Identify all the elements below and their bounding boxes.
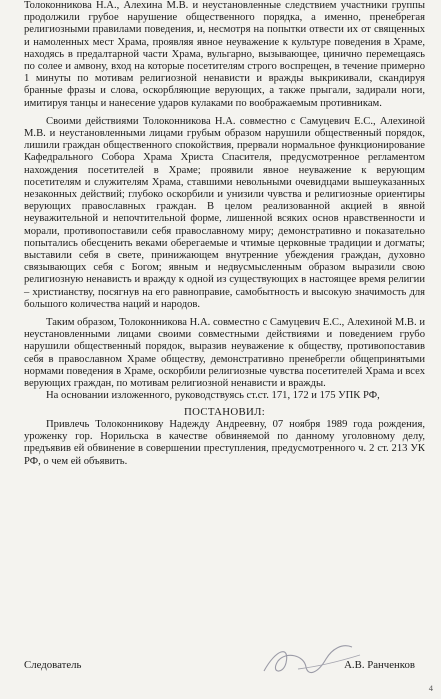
signer-role: Следователь <box>24 659 82 671</box>
paragraph-thus: Таким образом, Толоконникова Н.А. совместно с Самуцевич Е.С., Алехиной М.В. и неустановленными лицами своими совместными действиями и поведением грубо нарушили общественный порядок, выразив неуважение к обществу, противопоставив себя в православном Храме обществу, демонстративно пренебрегли общепринятыми нормами поведения в Храме, оскорбили религиозные чувства посетителей Храма и всех верующих граждан, по мотивам религиозной ненависти и вражды. <box>24 317 425 390</box>
resolution-title: ПОСТАНОВИЛ: <box>184 405 265 418</box>
paragraph-basis: На основании изложенного, руководствуясь ст.ст. 171, 172 и 175 УПК РФ, <box>46 390 380 402</box>
signature-block <box>24 651 415 681</box>
paragraph-decision: Привлечь Толоконникову Надежду Андреевну, 07 ноября 1989 года рождения, уроженку гор. Норильска в качестве обвиняемой по данному уголовному делу, предъявив ей обвинение в совершении преступления, предусмотренного ч. 2 ст. 213 УК РФ, о чем ей объявить. <box>24 419 425 467</box>
page-number: 4 <box>428 683 433 693</box>
signer-name: А.В. Ранченков <box>344 659 415 671</box>
paragraph-actions: Своими действиями Толоконникова Н.А. совместно с Самуцевич Е.С., Алехиной М.В. и неустановленными лицами грубым образом нарушили общественный порядок, лишили граждан общественного спокойствия, прервали нормальное функционирование Кафедрального Собора Храма Христа Спасителя, предусмотренное регламентом нахождения посетителей в Храме; проявили явное неуважение к верующим посетителям и служителям Храма, ставшими невольными очевидцами вышеуказанных незаконных действий; глубоко оскорбили и унизили чувства и религиозные ориентиры верующих православных граждан. В целом реализованной акцией в явной неуважительной и непочтительной форме, лишенной всяких основ нравственности и морали, противопоставили себя православному миру; демонстративно и показательно попытались обесценить веками оберегаемые и чтимые церковные традиции и догматы; выставили себя в свете, принижающем внутренние убеждения граждан, духовно связывающих себя с Богом; явным и недвусмысленным образом выразили свою религиозную ненависть и вражду к одной из существующих в настоящее время религии – христианству, посягнув на его равноправие, самобытность и высокую значимость для большого количества наций и народов. <box>24 115 425 310</box>
paragraph-intro: Толоконникова Н.А., Алехина М.В. и неустановленные следствием участники группы продолжили грубое нарушение общественного порядка, а именно, пренебрегая религиозными правилами поведения, и, несмотря на попытки отвести их от священных и намоленных мест Храма, проявляя явное неуважение к культуре поведения в Храме, находясь в предалтарной части Храма, вульгарно, вызывающее, цинично перемещаясь по солее и амвону, вход на которые посетителям строго воспрещен, в течение примерно 1 минуты по мотивам религиозной ненависти и вражды выкрикивали, скандируя бранные фразы и слова, оскорбляющие верующих, а также прыгали, задирали ноги, имитируя танцы и нанесение ударов кулаками по воображаемым противникам. <box>24 0 425 109</box>
